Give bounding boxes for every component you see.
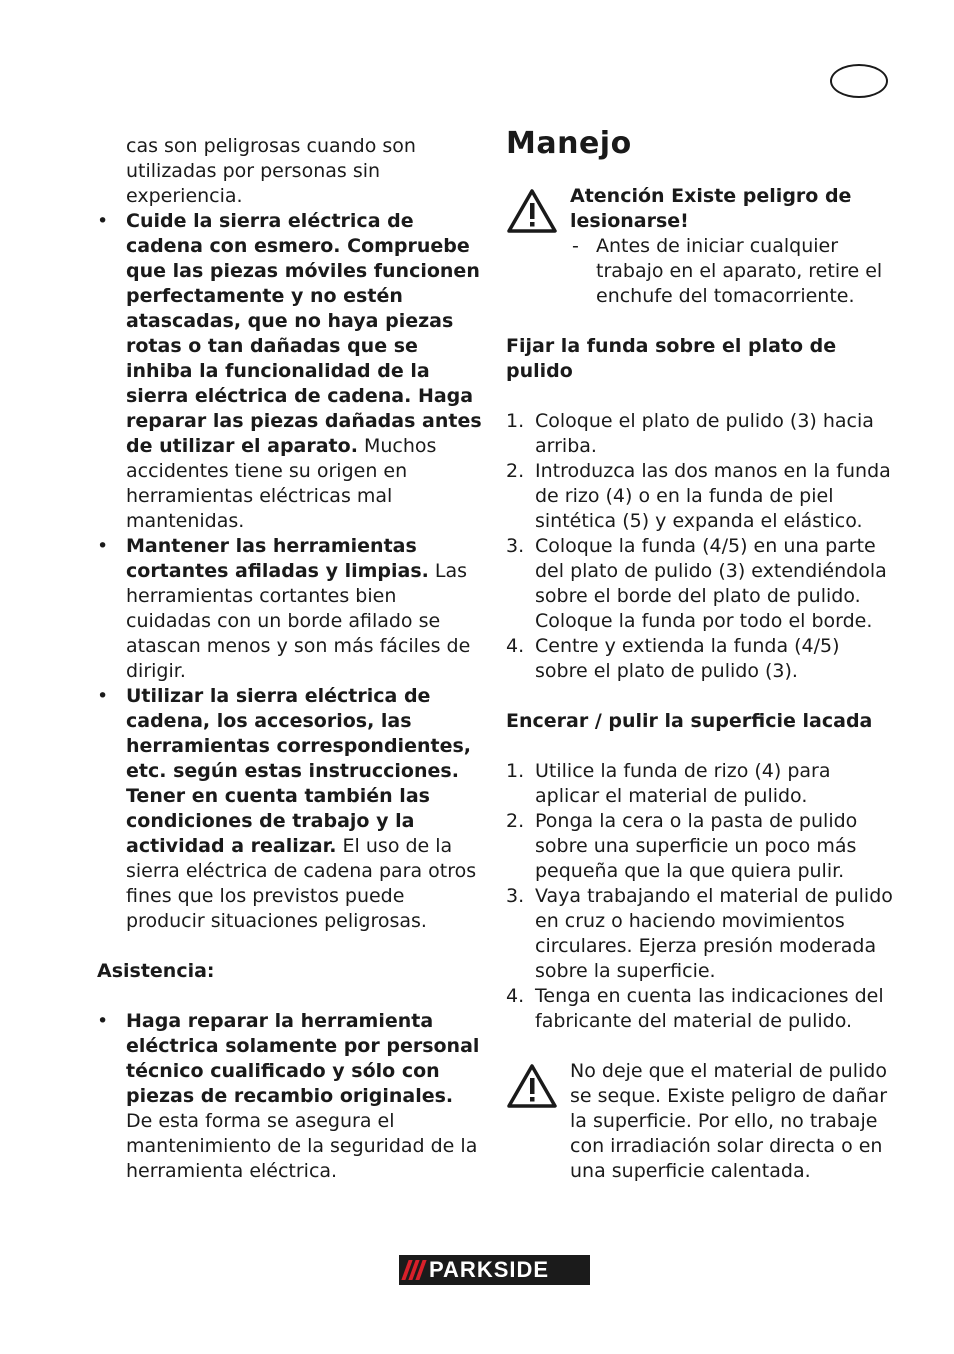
step-text: Ponga la cera o la pasta de pulido sobre una superficie un poco más pequeña que la que quiera pulir. [535,810,858,882]
warning-triangle-icon [506,1063,558,1109]
step-item [506,809,896,884]
steps-list [506,409,896,684]
left-column [97,134,482,1184]
section-heading: Encerar / pulir la superficie lacada [506,710,873,732]
step-text: Centre y extienda la funda (4/5) sobre el plato de pulido (3). [535,635,840,682]
bullet-item [97,209,482,534]
steps-list [506,759,896,1034]
language-badge [830,64,888,98]
bullet-dot: • [97,1010,109,1032]
step-item [506,409,896,459]
parkside-logo [399,1255,590,1285]
dash-marker: - [572,235,579,257]
logo-slashes-icon [405,1260,423,1280]
step-text: Introduzca las dos manos en la funda de rizo (4) o en la funda de piel sintética (5) y expanda el elástico. [535,460,891,532]
section-heading: Fijar la funda sobre el plato de pulido [506,335,837,382]
bullet-item [97,1009,482,1184]
step-item [506,884,896,984]
warning-heading: Atención Existe peligro de lesionarse! [570,185,852,232]
warning-block [506,184,896,309]
step-text: Tenga en cuenta las indicaciones del fabricante del material de pulido. [535,985,884,1032]
step-item [506,534,896,634]
step-text: Utilice la funda de rizo (4) para aplicar el material de pulido. [535,760,831,807]
step-text: Coloque la funda (4/5) en una parte del plato de pulido (3) extendiéndola sobre el borde del plato de pulido. Coloque la funda por todo el borde. [535,535,887,632]
step-number: 3. [506,885,525,907]
bullet-text: De esta forma se asegura el mantenimiento de la seguridad de la herramienta eléctrica. [126,1110,478,1182]
bullet-bold-text: Mantener las herramientas cortantes afiladas y limpias. [126,535,429,582]
caution-text: No deje que el material de pulido se seque. Existe peligro de dañar la superficie. Por ello, no trabaje con irradiación solar directa o en una superficie calentada. [570,1060,888,1182]
step-number: 4. [506,985,525,1007]
step-number: 2. [506,810,525,832]
caution-block [506,1059,896,1184]
right-column [506,124,896,1184]
logo-text: PARKSIDE [429,1257,550,1282]
bullet-dot: • [97,685,109,707]
bullet-item [97,534,482,684]
intro-text: cas son peligrosas cuando son utilizadas por personas sin experiencia. [126,135,416,207]
step-item [506,634,896,684]
step-text: Coloque el plato de pulido (3) hacia arriba. [535,410,874,457]
bullet-text: Muchos accidentes tiene su origen en herramientas eléctricas mal mantenidas. [126,435,437,532]
section-title: Manejo [506,126,632,161]
step-number: 2. [506,460,525,482]
bullet-bold-text: Utilizar la sierra eléctrica de cadena, los accesorios, las herramientas correspondientes, etc. según estas instrucciones. Tener en cuenta también las condiciones de trabajo y la actividad a realizar. [126,685,471,857]
step-number: 4. [506,635,525,657]
bullet-bold-text: Haga reparar la herramienta eléctrica solamente por personal técnico cualificado y sólo con piezas de recambio originales. [126,1010,480,1107]
step-item [506,984,896,1034]
warning-triangle-icon [506,188,558,234]
step-text: Vaya trabajando el material de pulido en cruz o haciendo movimientos circulares. Ejerza presión moderada sobre la superficie. [535,885,893,982]
bullet-text: El uso de la sierra eléctrica de cadena para otros fines que los previstos puede producir situaciones peligrosas. [126,835,477,932]
warning-item-text: Antes de iniciar cualquier trabajo en el aparato, retire el enchufe del tomacorriente. [596,235,883,307]
bullet-bold-text: Cuide la sierra eléctrica de cadena con esmero. Compruebe que las piezas móviles funcionen perfectamente y no estén atascadas, que no haya piezas rotas o tan dañadas que se inhiba la funcionalidad de la sierra eléctrica de cadena. Haga reparar las piezas dañadas antes de utilizar el aparato. [126,210,482,457]
step-item [506,459,896,534]
bullet-item [97,684,482,934]
bullet-dot: • [97,210,109,232]
warning-list-item [570,234,896,309]
step-number: 3. [506,535,525,557]
step-number: 1. [506,410,525,432]
step-item [506,759,896,809]
step-number: 1. [506,760,525,782]
assistance-heading: Asistencia: [97,960,215,982]
bullet-dot: • [97,535,109,557]
bullet-text: Las herramientas cortantes bien cuidadas con un borde afilado se atascan menos y son más fáciles de dirigir. [126,560,471,682]
